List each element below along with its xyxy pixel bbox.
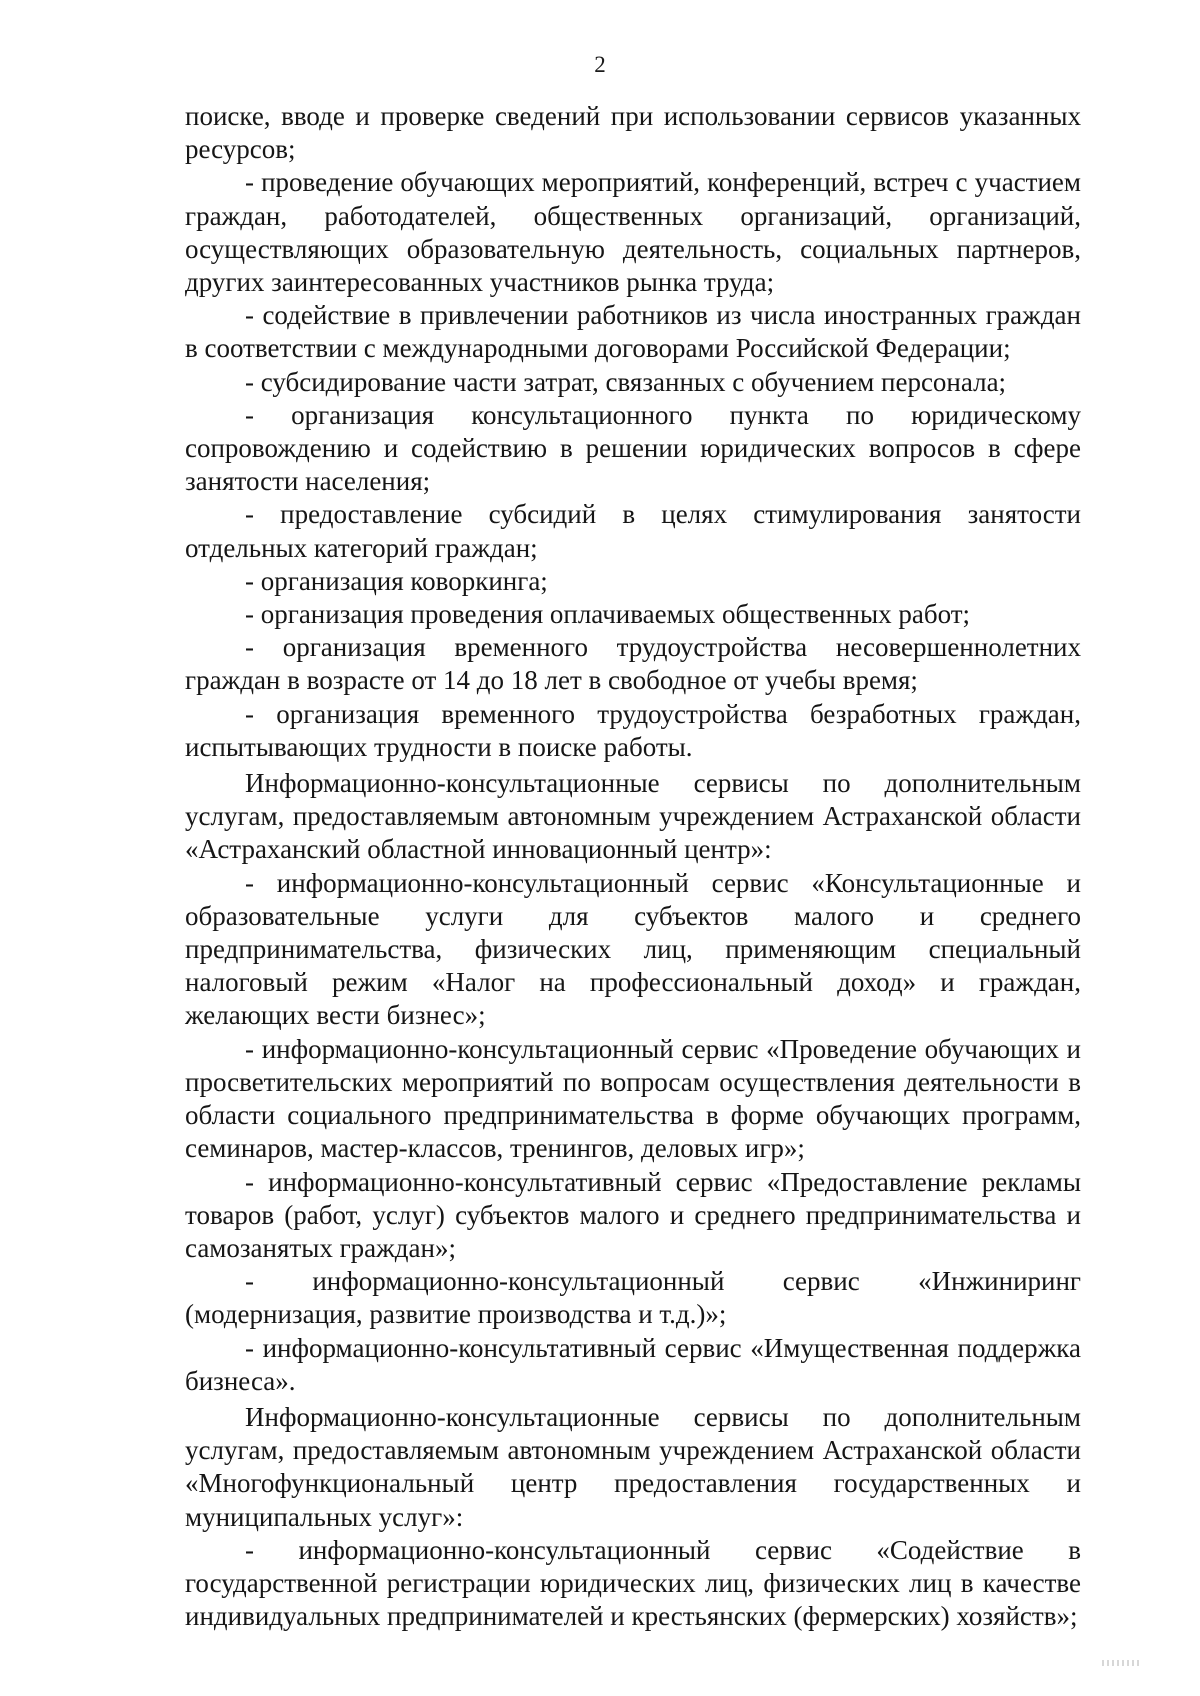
list-item: - информационно-консультационный сервис «Содействие в государственной регистрации юридических лиц, физических лиц в качестве индивидуальных предпринимателей и крестьянских (фермерских) хозяйств»; bbox=[185, 1534, 1081, 1632]
section-intro-paragraph: Информационно-консультационные сервисы по дополнительным услугам, предоставляемым автономным учреждением Астраханской области «Многофункциональный центр предоставления государственных и муниципальных услуг»: bbox=[185, 1401, 1081, 1532]
list-item: - организация временного трудоустройства безработных граждан, испытывающих трудности в поиске работы. bbox=[185, 698, 1081, 762]
list-item: - информационно-консультационный сервис «Проведение обучающих и просветительских мероприятий по вопросам осуществления деятельности в области социального предпринимательства в форме обучающих программ, семинаров, мастер-классов, тренингов, деловых игр»; bbox=[185, 1033, 1081, 1164]
list-item: - проведение обучающих мероприятий, конференций, встреч с участием граждан, работодателей, общественных организаций, организаций, осуществляющих образовательную деятельность, социальных партнеров, других заинтересованных участников рынка труда; bbox=[185, 167, 1081, 298]
list-item: - содействие в привлечении работников из числа иностранных граждан в соответствии с международными договорами Российской Федерации; bbox=[185, 300, 1081, 364]
list-item: - предоставление субсидий в целях стимулирования занятости отдельных категорий граждан; bbox=[185, 499, 1081, 563]
scan-artifact bbox=[1102, 1660, 1142, 1666]
list-item: - организация временного трудоустройства несовершеннолетних граждан в возрасте от 14 до 18 лет в свободное от учебы время; bbox=[185, 632, 1081, 696]
list-item: - организация проведения оплачиваемых общественных работ; bbox=[245, 599, 971, 630]
page-number: 2 bbox=[594, 52, 606, 77]
paragraph: поиске, вводе и проверке сведений при использовании сервисов указанных ресурсов; bbox=[185, 101, 1081, 165]
list-item: - организация коворкинга; bbox=[245, 565, 548, 596]
list-item: - субсидирование части затрат, связанных с обучением персонала; bbox=[245, 366, 1007, 397]
list-item: - организация консультационного пункта по юридическому сопровождению и содействию в решении юридических вопросов в сфере занятости населения; bbox=[185, 399, 1081, 497]
list-item: - информационно-консультативный сервис «Имущественная поддержка бизнеса». bbox=[185, 1332, 1081, 1396]
list-item: - информационно-консультационный сервис «Инжиниринг (модернизация, развитие производства и т.д.)»; bbox=[185, 1266, 1081, 1330]
list-item: - информационно-консультативный сервис «Предоставление рекламы товаров (работ, услуг) субъектов малого и среднего предпринимательства и самозанятых граждан»; bbox=[185, 1166, 1081, 1263]
section-intro-paragraph: Информационно-консультационные сервисы по дополнительным услугам, предоставляемым автономным учреждением Астраханской области «Астраханский областной инновационный центр»: bbox=[185, 768, 1081, 865]
list-item: - информационно-консультационный сервис «Консультационные и образовательные услуги для субъектов малого и среднего предпринимательства, физических лиц, применяющим специальный налоговый режим «Налог на профессиональный доход» и граждан, желающих вести бизнес»; bbox=[185, 867, 1081, 1031]
document-body bbox=[185, 100, 1081, 1633]
